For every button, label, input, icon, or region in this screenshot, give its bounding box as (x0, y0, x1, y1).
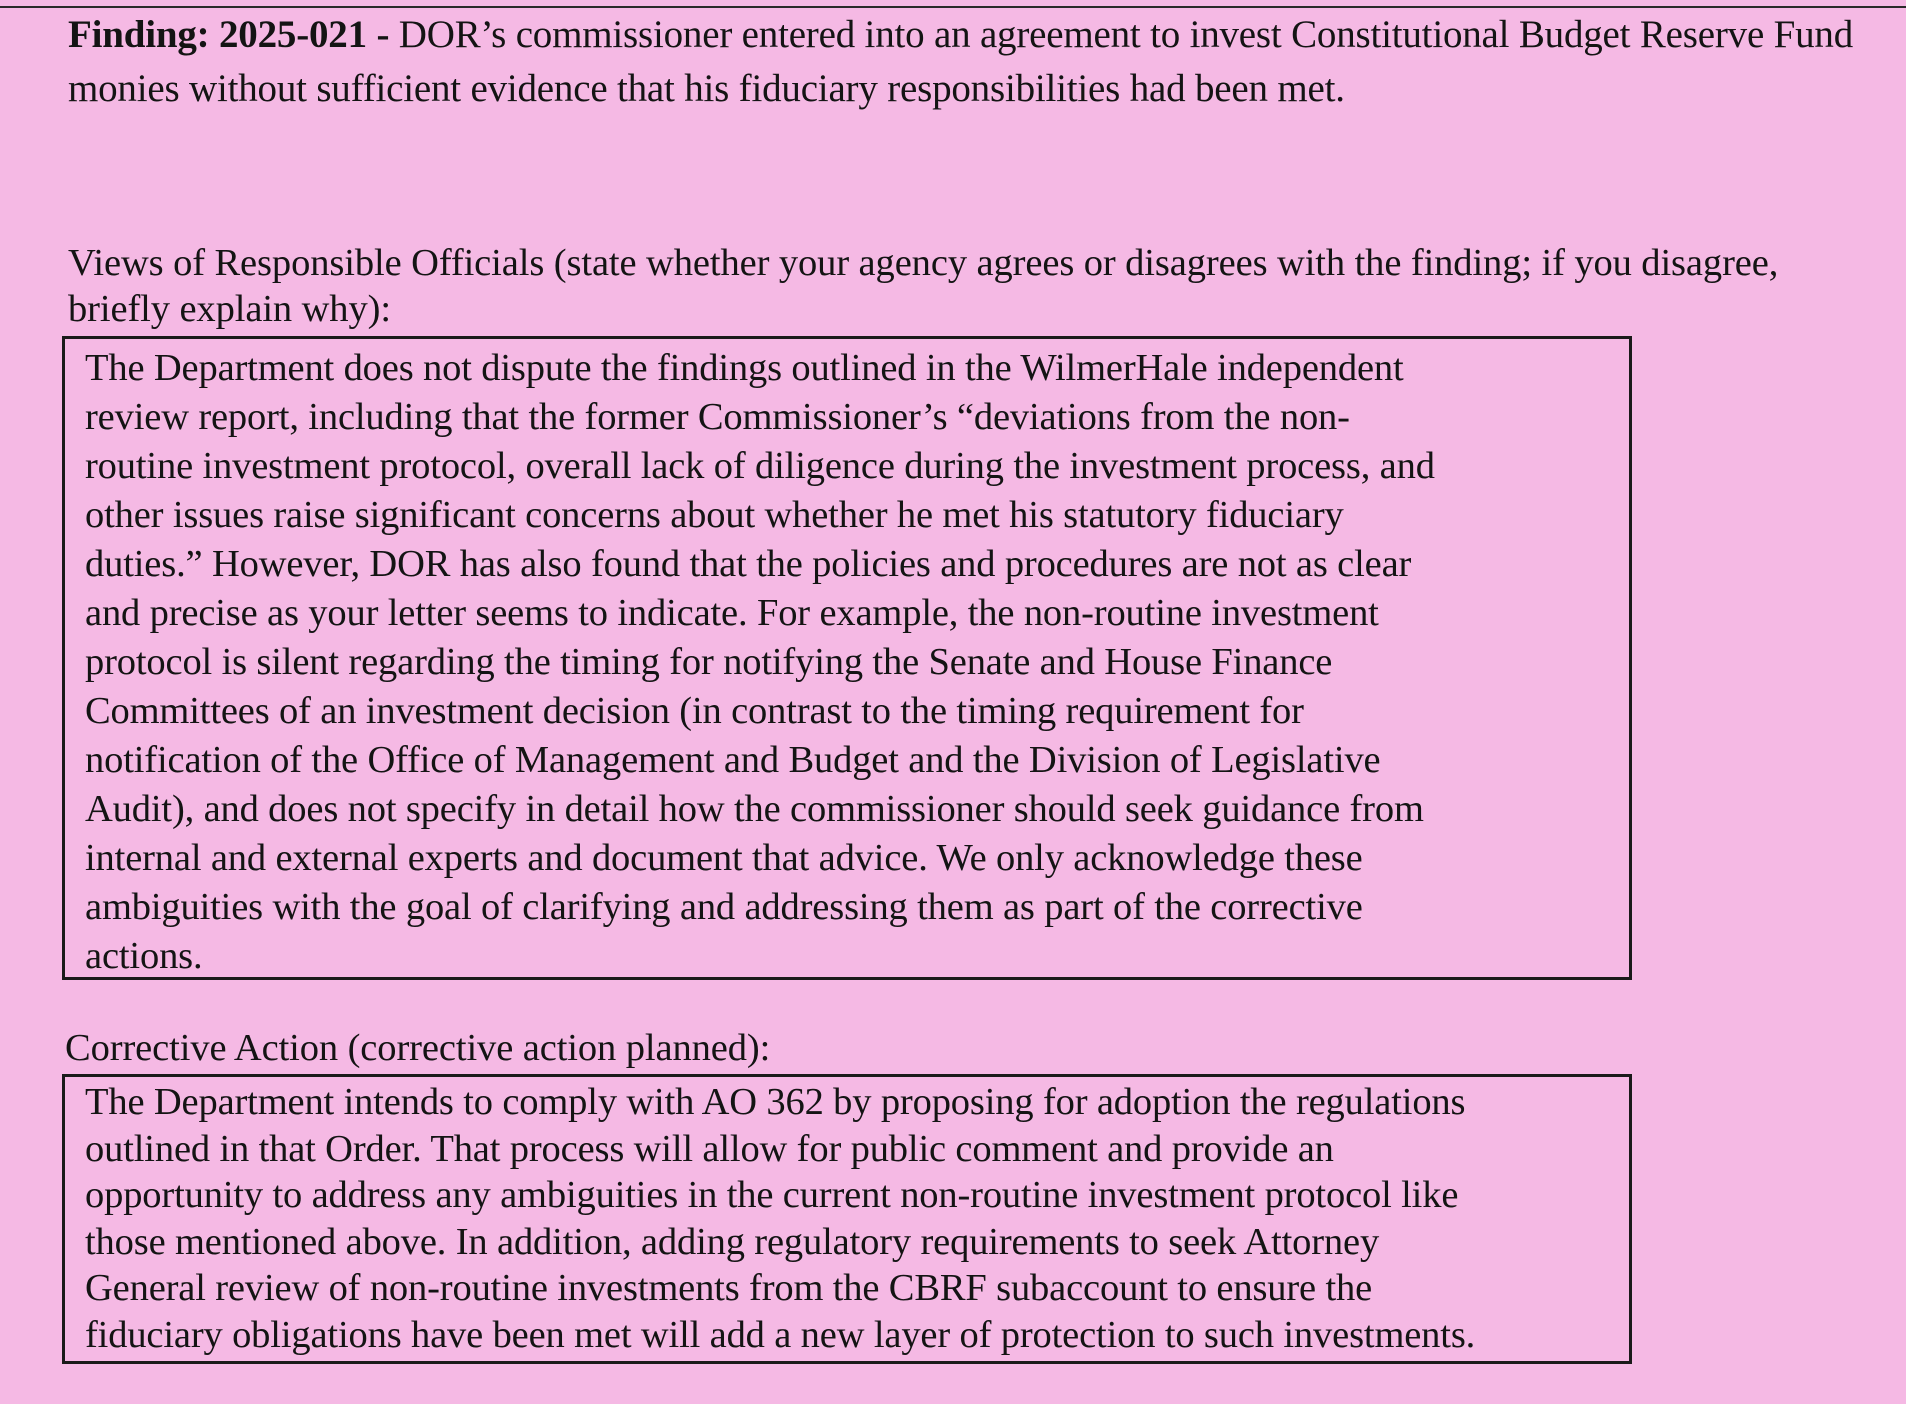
views-line: actions. (85, 935, 203, 977)
views-line: duties.” However, DOR has also found that the policies and procedures are not as clear (85, 543, 1412, 585)
finding-text: DOR’s commissioner entered into an agreement to invest Constitutional Budget Reserve Fund monies without sufficient evidence that his fiduciary responsibilities had been met. (68, 13, 1853, 110)
views-line: Audit), and does not specify in detail how the commissioner should seek guidance from (85, 788, 1424, 830)
views-line: and precise as your letter seems to indicate. For example, the non-routine investment (85, 592, 1379, 634)
corrective-line: The Department intends to comply with AO 362 by proposing for adoption the regulations (85, 1081, 1466, 1123)
views-of-responsible-officials-heading: Views of Responsible Officials (state whether your agency agrees or disagrees with the finding; if you disagree, briefly explain why): (68, 242, 1779, 330)
views-line: The Department does not dispute the findings outlined in the WilmerHale independent (85, 347, 1404, 389)
views-line: protocol is silent regarding the timing for notifying the Senate and House Finance (85, 641, 1333, 683)
corrective-action-heading: Corrective Action (corrective action planned): (65, 1027, 771, 1069)
finding-statement (68, 8, 1858, 116)
views-line: Committees of an investment decision (in contrast to the timing requirement for (85, 690, 1304, 732)
corrective-line: General review of non-routine investments from the CBRF subaccount to ensure the (85, 1267, 1373, 1309)
corrective-action-box (62, 1074, 1632, 1364)
finding-label: Finding: 2025-021 - (68, 13, 390, 56)
views-line: review report, including that the former Commissioner’s “deviations from the non- (85, 396, 1350, 438)
corrective-line: outlined in that Order. That process will allow for public comment and provide an (85, 1127, 1334, 1170)
views-line: routine investment protocol, overall lack of diligence during the investment process, and (85, 445, 1435, 487)
views-line: other issues raise significant concerns about whether he met his statutory fiduciary (85, 494, 1344, 536)
corrective-line: opportunity to address any ambiguities in the current non-routine investment protocol like (85, 1174, 1459, 1216)
views-line: notification of the Office of Management and Budget and the Division of Legislative (85, 739, 1381, 781)
corrective-line: fiduciary obligations have been met will add a new layer of protection to such investments. (85, 1313, 1476, 1356)
views-response-box (62, 336, 1632, 980)
views-line: ambiguities with the goal of clarifying and addressing them as part of the corrective (85, 886, 1363, 928)
corrective-line: those mentioned above. In addition, adding regulatory requirements to seek Attorney (85, 1220, 1380, 1263)
views-line: internal and external experts and document that advice. We only acknowledge these (85, 837, 1363, 879)
